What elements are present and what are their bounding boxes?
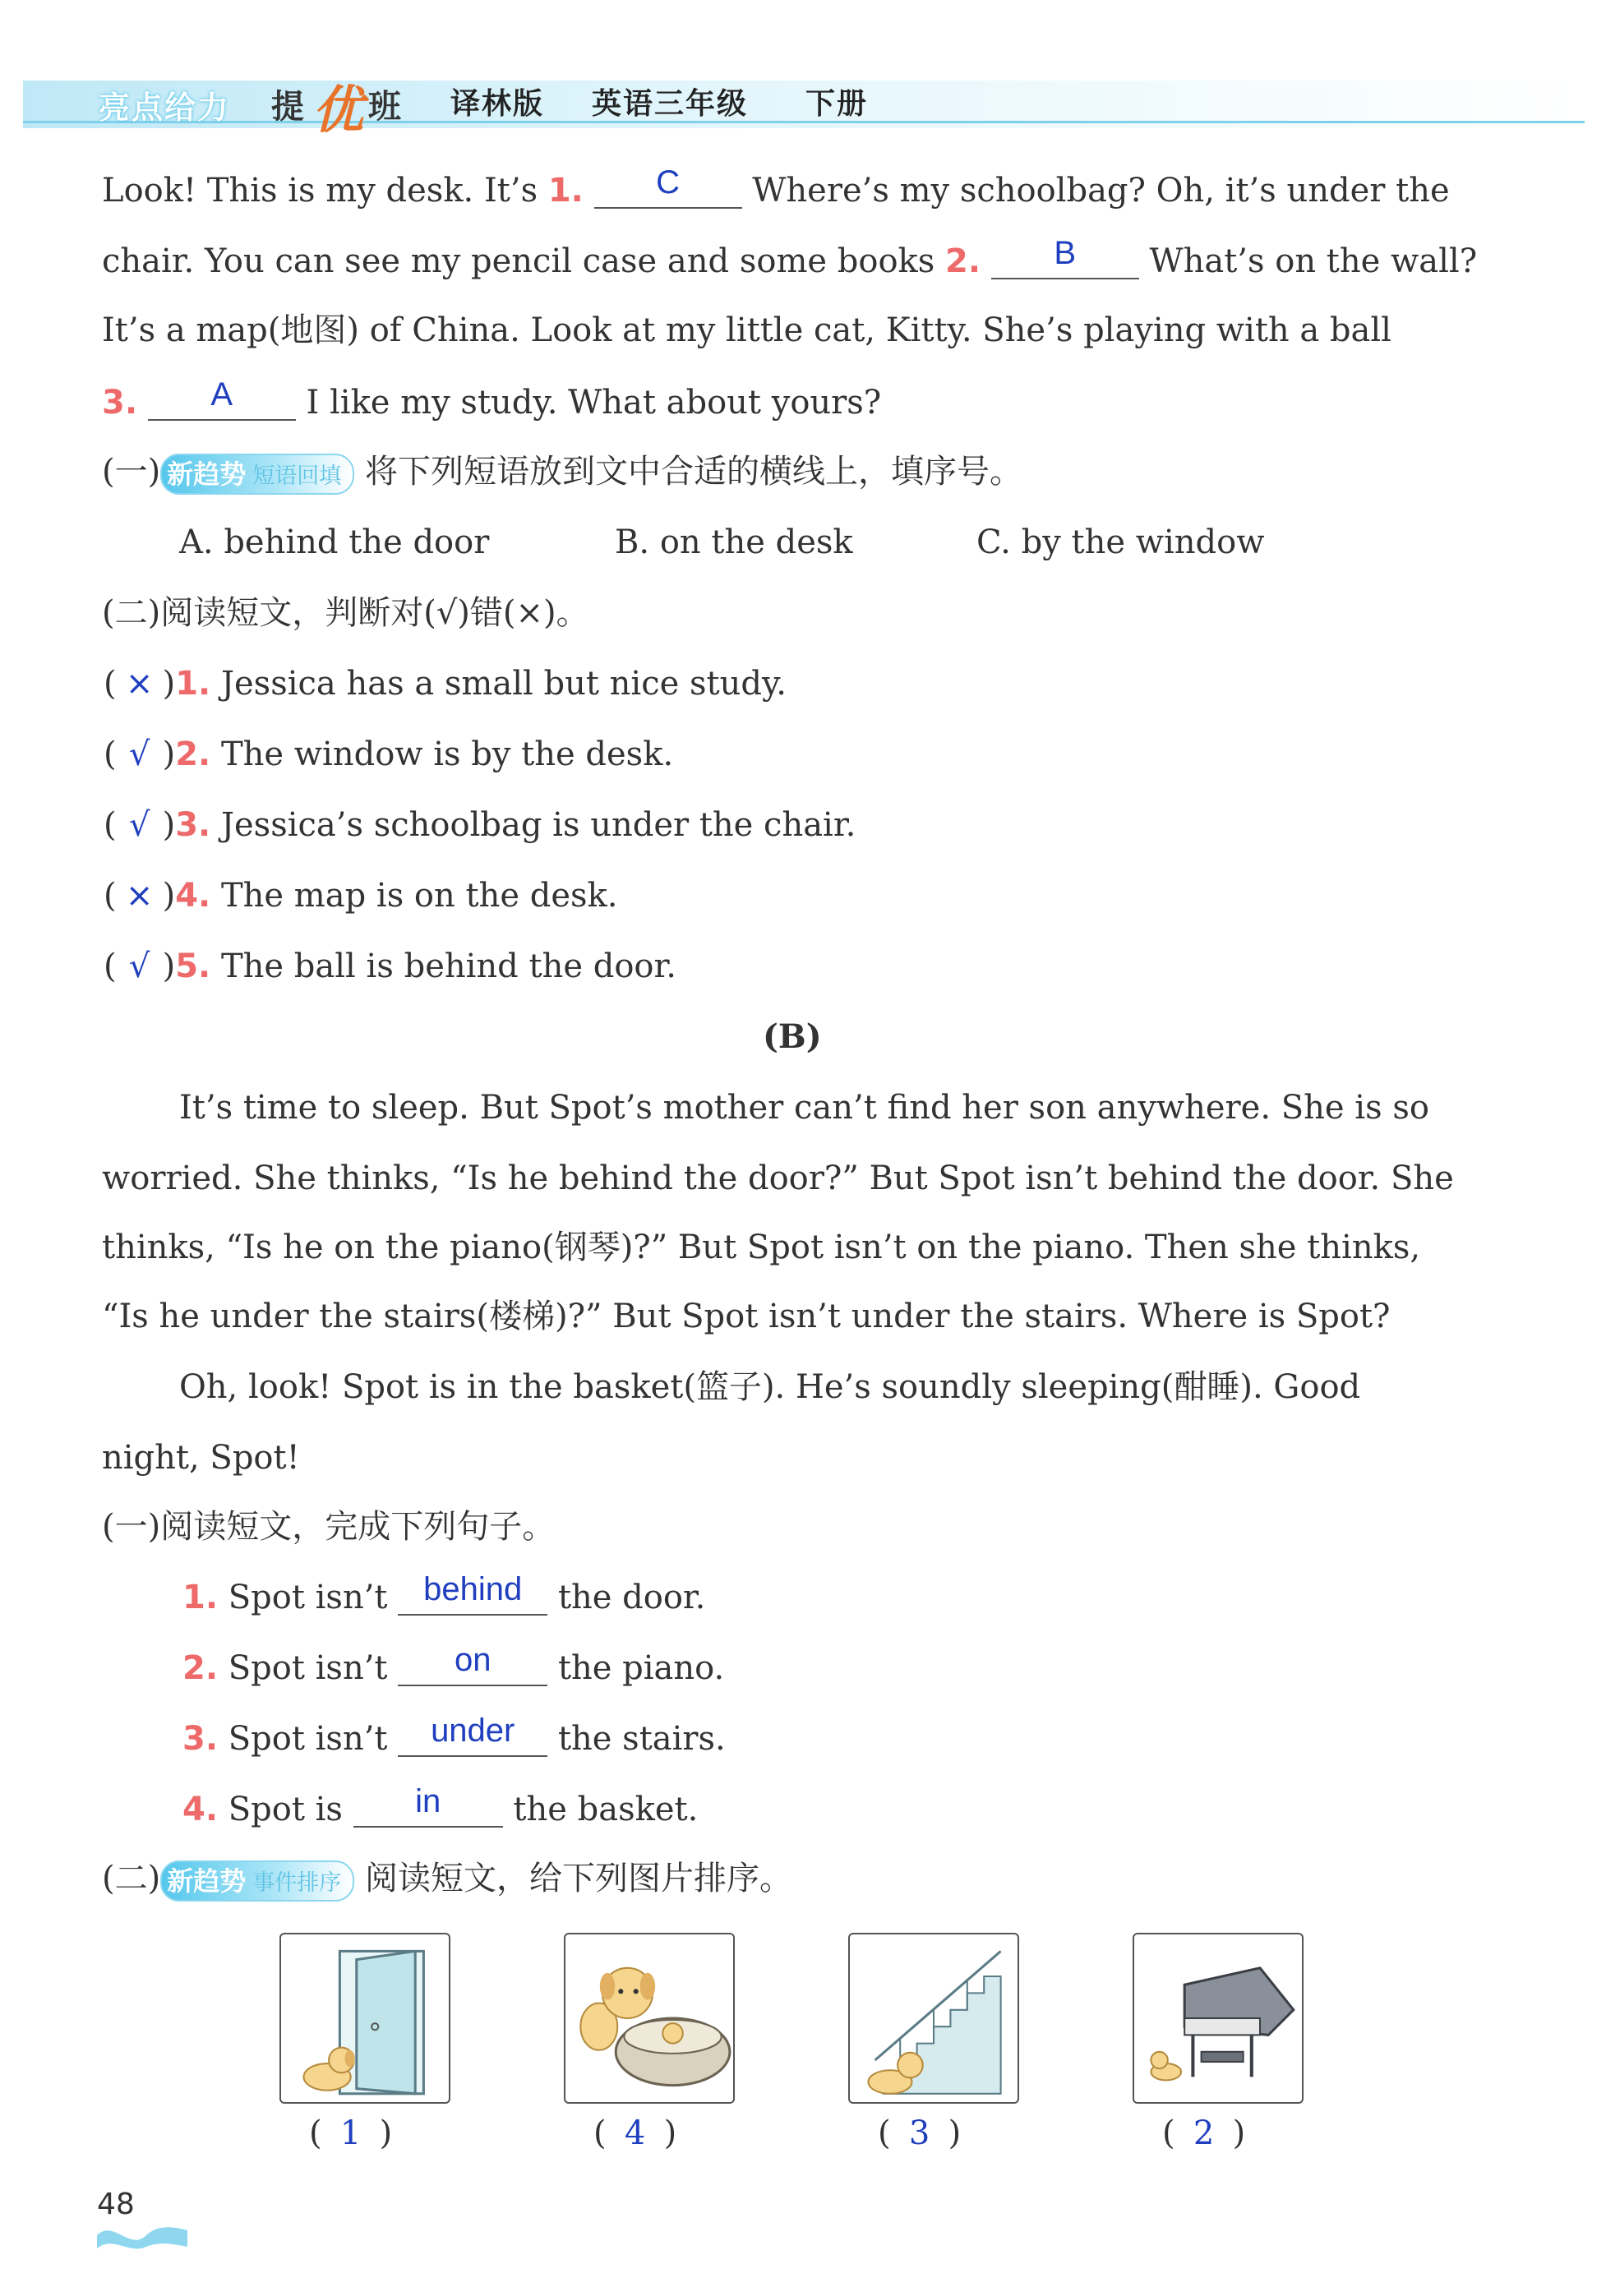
section-b-title: (B)	[763, 1017, 822, 1056]
trend-tag: 新趋势 短语回填	[160, 454, 354, 495]
part-b2-heading: (二) 新趋势 事件排序 阅读短文，给下列图片排序。	[102, 1860, 792, 1902]
subject-label: 英语三年级	[592, 87, 749, 121]
judge-item-5: ( √ )5. The ball is behind the door.	[104, 947, 676, 985]
trend-tag: 新趋势 事件排序	[160, 1860, 354, 1902]
option-b: B. on the desk	[615, 523, 853, 561]
judge-item-3: ( √ )3. Jessica’s schoolbag is under the chair.	[104, 806, 856, 844]
brand-name: 亮点给力	[99, 90, 231, 126]
option-c: C. by the window	[976, 523, 1265, 561]
judge-item-4: ( × )4. The map is on the desk.	[104, 877, 618, 915]
door-dog-icon	[279, 1933, 450, 2104]
part-a2-heading: (二)阅读短文，判断对(√)错(×)。	[102, 594, 589, 632]
judge-mark: √	[128, 735, 150, 773]
series-ban: 班	[368, 88, 401, 126]
question-number: 3.	[102, 384, 138, 422]
passage-b-line-3: thinks, “Is he on the piano(钢琴)?” But Spot isn’t on the piano. Then she thinks,	[102, 1229, 1421, 1266]
question-number: 2.	[945, 242, 981, 280]
passage-b-line-6: night, Spot!	[102, 1439, 300, 1477]
part-a1-heading: (一) 新趋势 短语回填 将下列短语放到文中合适的横线上，填序号。	[102, 454, 1022, 495]
page-wave-icon	[97, 2219, 187, 2252]
basket-dog-icon	[564, 1933, 735, 2104]
fill-item-2: 2. Spot isn’t on the piano.	[182, 1642, 725, 1687]
passage-a-line-3: It’s a map(地图) of China. Look at my little cat, Kitty. She’s playing with a ball	[102, 311, 1391, 349]
volume-label: 下册	[805, 87, 869, 121]
judge-mark: √	[128, 806, 150, 844]
judge-item-1: ( × )1. Jessica has a small but nice study.	[104, 665, 787, 703]
fill-blank: on	[398, 1652, 547, 1686]
fill-item-3: 3. Spot isn’t under the stairs.	[182, 1713, 726, 1758]
judge-mark: ×	[125, 877, 154, 915]
judge-item-2: ( √ )2. The window is by the desk.	[104, 735, 674, 773]
order-answer-3: ( 3 )	[878, 2114, 962, 2152]
order-answer-1: ( 1 )	[309, 2114, 393, 2152]
header-divider	[23, 121, 1585, 123]
stairs-dog-icon	[848, 1933, 1019, 2104]
part-b1-heading: (一)阅读短文，完成下列句子。	[102, 1508, 556, 1546]
order-answer-4: ( 2 )	[1162, 2114, 1246, 2152]
piano-dog-icon	[1133, 1933, 1304, 2104]
passage-a-line-1: Look! This is my desk. It’s 1. C Where’s my schoolbag? Oh, it’s under the	[102, 164, 1450, 210]
passage-b-line-5: Oh, look! Spot is in the basket(篮子). He’s soundly sleeping(酣睡). Good	[179, 1368, 1361, 1406]
question-number: 1.	[547, 172, 584, 210]
answer-blank-2: B	[991, 245, 1139, 279]
judge-mark: √	[128, 947, 150, 985]
fill-blank: in	[353, 1793, 503, 1828]
answer-blank-1: C	[594, 174, 742, 209]
series-ti: 提	[271, 88, 304, 126]
fill-item-1: 1. Spot isn’t behind the door.	[182, 1571, 706, 1616]
judge-mark: ×	[125, 665, 154, 703]
passage-a-line-4: 3. A I like my study. What about yours?	[102, 376, 882, 422]
fill-item-4: 4. Spot is in the basket.	[182, 1783, 699, 1828]
passage-b-line-4: “Is he under the stairs(楼梯)?” But Spot isn’t under the stairs. Where is Spot?	[102, 1298, 1391, 1335]
fill-blank: behind	[398, 1581, 547, 1616]
page-number: 48	[97, 2188, 135, 2221]
passage-a-line-2: chair. You can see my pencil case and some books 2. B What’s on the wall?	[102, 235, 1478, 280]
passage-b-line-2: worried. She thinks, “Is he behind the door?” But Spot isn’t behind the door. She	[102, 1160, 1454, 1197]
fill-blank: under	[398, 1722, 547, 1757]
order-answer-2: ( 4 )	[593, 2114, 677, 2152]
edition-label: 译林版	[450, 87, 545, 121]
series-you: 优	[312, 80, 364, 140]
option-a: A. behind the door	[179, 523, 490, 561]
answer-blank-3: A	[148, 386, 296, 421]
passage-b-line-1: It’s time to sleep. But Spot’s mother can’t find her son anywhere. She is so	[179, 1089, 1429, 1127]
